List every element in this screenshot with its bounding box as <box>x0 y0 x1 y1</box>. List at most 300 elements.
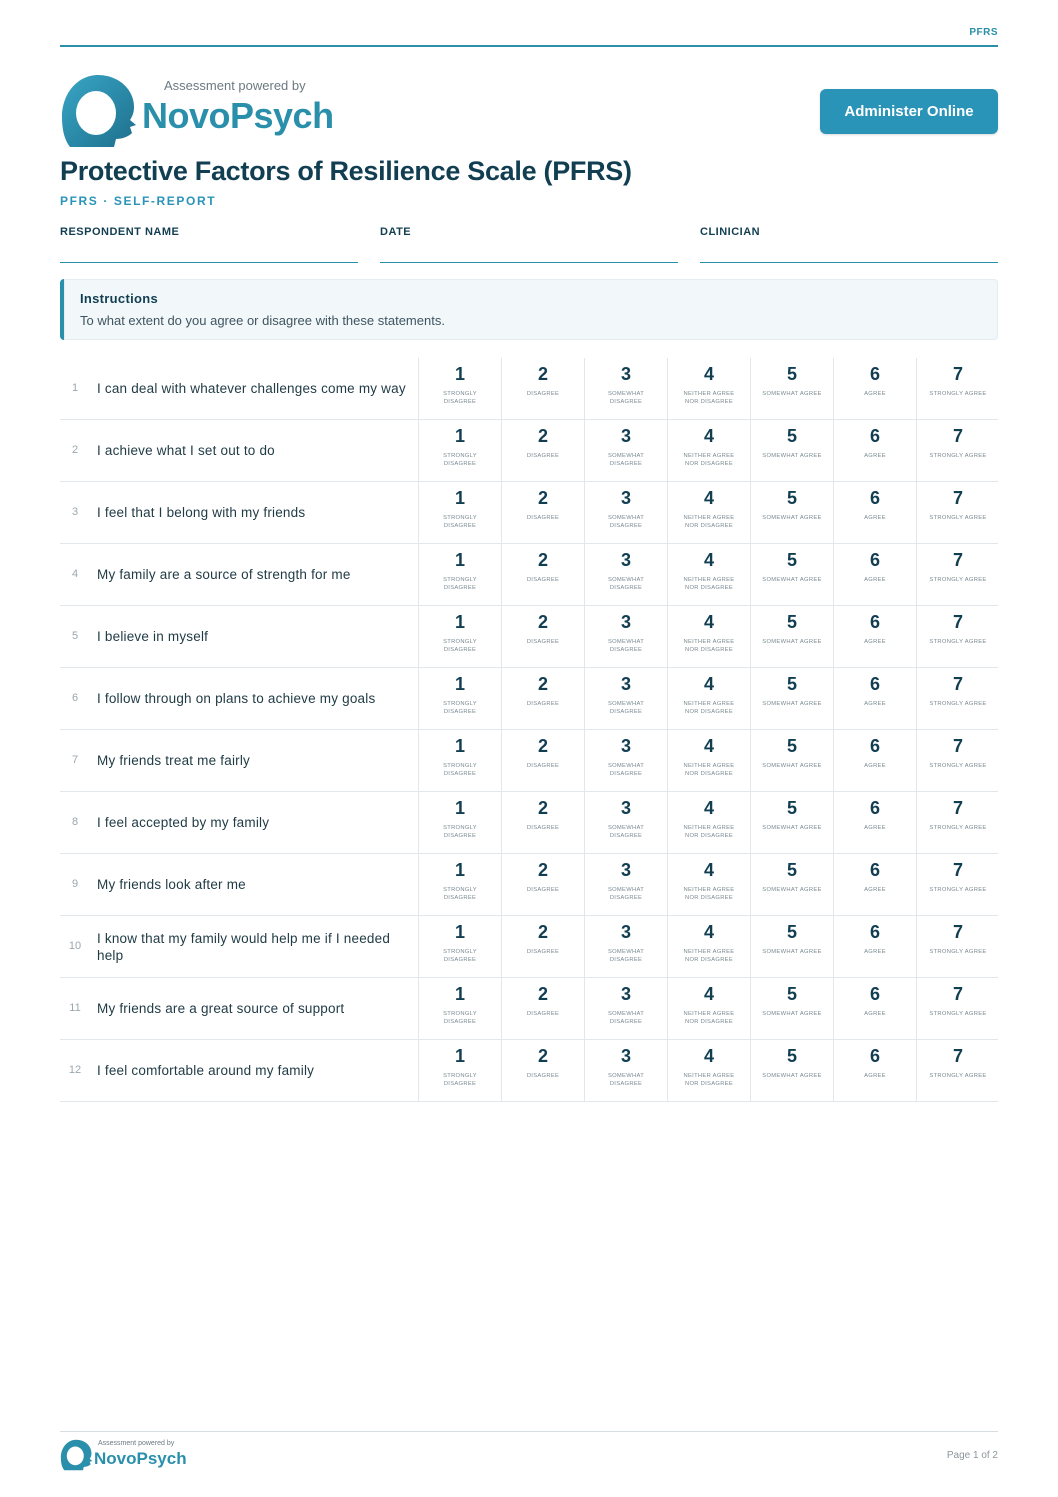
rating-value: 5 <box>786 922 797 942</box>
rating-label: SOMEWHAT AGREE <box>762 577 822 583</box>
rating-options <box>418 544 999 605</box>
rating-value: 2 <box>537 550 548 570</box>
rating-value: 4 <box>703 860 714 880</box>
item-statement: I believe in myself <box>97 629 209 644</box>
rating-option-1[interactable] <box>419 730 502 791</box>
rating-label: STRONGLY AGREE <box>929 515 987 521</box>
rating-option-3[interactable] <box>585 1040 668 1101</box>
rating-label: SOMEWHAT DISAGREE <box>607 391 645 405</box>
item-row <box>60 358 998 420</box>
rating-option-2[interactable] <box>502 482 585 543</box>
rating-option-5[interactable] <box>751 730 834 791</box>
respondent-name-label: RESPONDENT NAME <box>60 226 180 238</box>
rating-label: DISAGREE <box>526 949 560 955</box>
item-row <box>60 854 998 916</box>
rating-option-6[interactable] <box>834 358 917 419</box>
instructions-text: To what extent do you agree or disagree with these statements. <box>80 313 445 328</box>
rating-options <box>418 730 999 791</box>
rating-label: NEITHER AGREE NOR DISAGREE <box>683 1073 735 1087</box>
rating-option-1[interactable] <box>419 482 502 543</box>
rating-value: 4 <box>703 550 714 570</box>
rating-value: 5 <box>786 1046 797 1066</box>
rating-label: SOMEWHAT AGREE <box>762 391 822 397</box>
rating-option-1[interactable] <box>419 420 502 481</box>
rating-label: AGREE <box>864 949 886 955</box>
rating-option-7[interactable] <box>917 668 999 729</box>
rating-value: 1 <box>454 736 465 756</box>
rating-option-3[interactable] <box>585 730 668 791</box>
rating-option-7[interactable] <box>917 420 999 481</box>
item-number: 12 <box>68 1064 82 1076</box>
rating-label: SOMEWHAT AGREE <box>762 763 822 769</box>
item-statement: I feel comfortable around my family <box>97 1063 315 1078</box>
rating-value: 4 <box>703 674 714 694</box>
rating-option-6[interactable] <box>834 854 917 915</box>
rating-options <box>418 792 999 853</box>
rating-value: 4 <box>703 922 714 942</box>
head-logo-icon <box>60 73 140 149</box>
rating-value: 5 <box>786 736 797 756</box>
rating-value: 3 <box>620 364 631 384</box>
rating-option-1[interactable] <box>419 792 502 853</box>
item-statement: My friends look after me <box>97 877 246 892</box>
rating-value: 3 <box>620 736 631 756</box>
rating-value: 2 <box>537 612 548 632</box>
rating-value: 3 <box>620 488 631 508</box>
rating-value: 7 <box>952 798 963 818</box>
page <box>60 0 998 1497</box>
rating-option-7[interactable] <box>917 544 999 605</box>
rating-label: DISAGREE <box>526 515 560 521</box>
rating-option-6[interactable] <box>834 730 917 791</box>
rating-option-6[interactable] <box>834 420 917 481</box>
rating-option-1[interactable] <box>419 544 502 605</box>
item-number: 5 <box>71 630 79 642</box>
rating-label: SOMEWHAT DISAGREE <box>607 577 645 591</box>
item-number: 1 <box>71 382 79 394</box>
instructions-box <box>60 279 998 340</box>
items-list <box>60 358 998 1102</box>
item-statement: My friends treat me fairly <box>97 753 250 768</box>
rating-label: AGREE <box>864 887 886 893</box>
rating-label: NEITHER AGREE NOR DISAGREE <box>683 1011 735 1025</box>
rating-option-3[interactable] <box>585 916 668 977</box>
rating-label: SOMEWHAT AGREE <box>762 701 822 707</box>
rating-value: 6 <box>869 860 880 880</box>
rating-option-5[interactable] <box>751 978 834 1039</box>
rating-value: 4 <box>703 488 714 508</box>
rating-label: NEITHER AGREE NOR DISAGREE <box>683 577 735 591</box>
rating-value: 3 <box>620 612 631 632</box>
rating-label: DISAGREE <box>526 639 560 645</box>
rating-value: 1 <box>454 612 465 632</box>
footer-powered-by: Assessment powered by <box>98 1440 175 1447</box>
footer-head-logo-icon <box>60 1438 94 1472</box>
rating-options <box>418 1040 999 1101</box>
rating-value: 6 <box>869 550 880 570</box>
footer-brand: NovoPsych <box>94 1449 187 1468</box>
rating-option-2[interactable] <box>502 544 585 605</box>
item-number: 8 <box>71 816 79 828</box>
rating-value: 1 <box>454 984 465 1004</box>
item-row <box>60 668 998 730</box>
item-statement: My family are a source of strength for me <box>97 567 351 582</box>
rating-label: AGREE <box>864 515 886 521</box>
rating-option-2[interactable] <box>502 854 585 915</box>
rating-option-7[interactable] <box>917 916 999 977</box>
rating-label: STRONGLY AGREE <box>929 949 987 955</box>
rating-option-6[interactable] <box>834 1040 917 1101</box>
rating-option-4[interactable] <box>668 730 751 791</box>
rating-label: DISAGREE <box>526 391 560 397</box>
rating-value: 7 <box>952 736 963 756</box>
rating-value: 1 <box>454 922 465 942</box>
rating-value: 7 <box>952 364 963 384</box>
rating-value: 5 <box>786 674 797 694</box>
item-number: 10 <box>68 940 82 952</box>
rating-option-4[interactable] <box>668 1040 751 1101</box>
rating-value: 4 <box>703 364 714 384</box>
rating-value: 4 <box>703 426 714 446</box>
item-row <box>60 730 998 792</box>
rating-label: DISAGREE <box>526 887 560 893</box>
rating-value: 6 <box>869 426 880 446</box>
rating-label: STRONGLY AGREE <box>929 825 987 831</box>
rating-option-7[interactable] <box>917 482 999 543</box>
rating-label: SOMEWHAT DISAGREE <box>607 701 645 715</box>
rating-label: SOMEWHAT AGREE <box>762 639 822 645</box>
rating-option-5[interactable] <box>751 668 834 729</box>
rating-option-5[interactable] <box>751 482 834 543</box>
rating-option-7[interactable] <box>917 854 999 915</box>
item-number: 4 <box>71 568 79 580</box>
rating-option-5[interactable] <box>751 606 834 667</box>
rating-option-6[interactable] <box>834 606 917 667</box>
rating-value: 7 <box>952 860 963 880</box>
rating-label: DISAGREE <box>526 825 560 831</box>
rating-option-6[interactable] <box>834 482 917 543</box>
rating-option-4[interactable] <box>668 544 751 605</box>
rating-label: DISAGREE <box>526 1073 560 1079</box>
rating-label: STRONGLY DISAGREE <box>443 453 477 467</box>
rating-option-4[interactable] <box>668 358 751 419</box>
rating-option-6[interactable] <box>834 978 917 1039</box>
item-row <box>60 420 998 482</box>
rating-value: 1 <box>454 674 465 694</box>
rating-label: NEITHER AGREE NOR DISAGREE <box>683 453 735 467</box>
rating-value: 3 <box>620 922 631 942</box>
rating-option-5[interactable] <box>751 544 834 605</box>
rating-value: 1 <box>454 488 465 508</box>
rating-option-1[interactable] <box>419 606 502 667</box>
rating-option-2[interactable] <box>502 668 585 729</box>
footer <box>60 1431 998 1472</box>
rating-label: STRONGLY DISAGREE <box>443 391 477 405</box>
rating-option-2[interactable] <box>502 606 585 667</box>
rating-option-4[interactable] <box>668 482 751 543</box>
rating-label: AGREE <box>864 639 886 645</box>
rating-value: 6 <box>869 984 880 1004</box>
rating-value: 5 <box>786 612 797 632</box>
rating-option-7[interactable] <box>917 978 999 1039</box>
item-row <box>60 1040 998 1102</box>
rating-label: SOMEWHAT AGREE <box>762 1011 822 1017</box>
rating-value: 1 <box>454 550 465 570</box>
rating-options <box>418 668 999 729</box>
rating-option-1[interactable] <box>419 916 502 977</box>
footer-logo <box>60 1438 190 1472</box>
rating-label: SOMEWHAT DISAGREE <box>607 1011 645 1025</box>
rating-label: AGREE <box>864 1011 886 1017</box>
item-row <box>60 916 998 978</box>
rating-option-7[interactable] <box>917 606 999 667</box>
rating-option-5[interactable] <box>751 916 834 977</box>
rating-label: SOMEWHAT AGREE <box>762 825 822 831</box>
rating-label: STRONGLY AGREE <box>929 453 987 459</box>
rating-label: SOMEWHAT DISAGREE <box>607 887 645 901</box>
rating-label: STRONGLY DISAGREE <box>443 1011 477 1025</box>
rating-options <box>418 978 999 1039</box>
rating-option-1[interactable] <box>419 854 502 915</box>
rating-label: SOMEWHAT DISAGREE <box>607 453 645 467</box>
rating-label: AGREE <box>864 763 886 769</box>
rating-option-4[interactable] <box>668 420 751 481</box>
rating-value: 4 <box>703 736 714 756</box>
rating-options <box>418 606 999 667</box>
rating-value: 5 <box>786 860 797 880</box>
rating-value: 7 <box>952 984 963 1004</box>
item-row <box>60 606 998 668</box>
administer-online-button[interactable]: Administer Online <box>820 89 998 134</box>
rating-value: 4 <box>703 612 714 632</box>
rating-label: DISAGREE <box>526 1011 560 1017</box>
item-row <box>60 482 998 544</box>
rating-value: 4 <box>703 798 714 818</box>
rating-option-3[interactable] <box>585 606 668 667</box>
rating-value: 7 <box>952 550 963 570</box>
rating-value: 6 <box>869 736 880 756</box>
rating-value: 4 <box>703 984 714 1004</box>
rating-value: 4 <box>703 1046 714 1066</box>
rating-label: SOMEWHAT DISAGREE <box>607 825 645 839</box>
rating-option-5[interactable] <box>751 358 834 419</box>
item-row <box>60 544 998 606</box>
item-number: 2 <box>71 444 79 456</box>
rating-option-5[interactable] <box>751 854 834 915</box>
rating-value: 3 <box>620 860 631 880</box>
rating-option-7[interactable] <box>917 730 999 791</box>
rating-label: STRONGLY AGREE <box>929 391 987 397</box>
rating-value: 3 <box>620 798 631 818</box>
rating-label: AGREE <box>864 453 886 459</box>
rating-value: 6 <box>869 488 880 508</box>
rating-value: 3 <box>620 550 631 570</box>
rating-value: 2 <box>537 674 548 694</box>
rating-label: AGREE <box>864 391 886 397</box>
rating-value: 6 <box>869 612 880 632</box>
rating-value: 7 <box>952 1046 963 1066</box>
item-number: 9 <box>71 878 79 890</box>
rating-option-2[interactable] <box>502 792 585 853</box>
rating-label: STRONGLY DISAGREE <box>443 701 477 715</box>
rating-value: 3 <box>620 1046 631 1066</box>
item-statement: I feel accepted by my family <box>97 815 270 830</box>
rating-value: 2 <box>537 736 548 756</box>
rating-label: NEITHER AGREE NOR DISAGREE <box>683 949 735 963</box>
rating-label: STRONGLY AGREE <box>929 639 987 645</box>
rating-value: 3 <box>620 674 631 694</box>
item-row <box>60 978 998 1040</box>
clinician-field[interactable] <box>700 226 998 263</box>
rating-label: STRONGLY DISAGREE <box>443 825 477 839</box>
rating-option-7[interactable] <box>917 358 999 419</box>
rating-value: 7 <box>952 922 963 942</box>
item-statement: I follow through on plans to achieve my goals <box>97 691 376 706</box>
rating-value: 5 <box>786 488 797 508</box>
rating-option-3[interactable] <box>585 668 668 729</box>
rating-value: 7 <box>952 488 963 508</box>
rating-value: 1 <box>454 1046 465 1066</box>
rating-label: STRONGLY DISAGREE <box>443 887 477 901</box>
rating-label: SOMEWHAT AGREE <box>762 453 822 459</box>
rating-options <box>418 482 999 543</box>
rating-value: 2 <box>537 488 548 508</box>
rating-option-3[interactable] <box>585 978 668 1039</box>
rating-label: AGREE <box>864 577 886 583</box>
rating-label: AGREE <box>864 701 886 707</box>
top-bar <box>60 27 998 47</box>
rating-option-2[interactable] <box>502 978 585 1039</box>
item-number: 7 <box>71 754 79 766</box>
rating-option-4[interactable] <box>668 916 751 977</box>
rating-value: 1 <box>454 426 465 446</box>
rating-option-3[interactable] <box>585 358 668 419</box>
rating-option-3[interactable] <box>585 482 668 543</box>
rating-option-7[interactable] <box>917 1040 999 1101</box>
rating-value: 7 <box>952 426 963 446</box>
rating-option-4[interactable] <box>668 792 751 853</box>
rating-label: STRONGLY AGREE <box>929 577 987 583</box>
date-field[interactable] <box>380 226 678 263</box>
rating-label: SOMEWHAT DISAGREE <box>607 639 645 653</box>
rating-value: 7 <box>952 612 963 632</box>
rating-option-2[interactable] <box>502 1040 585 1101</box>
rating-label: STRONGLY DISAGREE <box>443 949 477 963</box>
rating-label: NEITHER AGREE NOR DISAGREE <box>683 825 735 839</box>
instructions-title: Instructions <box>80 291 158 306</box>
rating-option-1[interactable] <box>419 1040 502 1101</box>
rating-label: SOMEWHAT DISAGREE <box>607 949 645 963</box>
rating-label: NEITHER AGREE NOR DISAGREE <box>683 763 735 777</box>
powered-by-text: Assessment powered by <box>164 78 306 93</box>
page-title: Protective Factors of Resilience Scale (PFRS) <box>60 156 632 186</box>
rating-option-3[interactable] <box>585 854 668 915</box>
form-code: PFRS <box>969 27 998 38</box>
rating-label: STRONGLY DISAGREE <box>443 639 477 653</box>
rating-option-1[interactable] <box>419 358 502 419</box>
clinician-label: CLINICIAN <box>700 226 761 238</box>
rating-option-4[interactable] <box>668 978 751 1039</box>
rating-label: STRONGLY AGREE <box>929 701 987 707</box>
rating-label: STRONGLY DISAGREE <box>443 577 477 591</box>
respondent-name-field[interactable] <box>60 226 358 263</box>
rating-label: DISAGREE <box>526 577 560 583</box>
rating-value: 5 <box>786 550 797 570</box>
rating-option-2[interactable] <box>502 916 585 977</box>
item-row <box>60 792 998 854</box>
rating-option-2[interactable] <box>502 358 585 419</box>
rating-option-4[interactable] <box>668 668 751 729</box>
rating-options <box>418 854 999 915</box>
rating-option-3[interactable] <box>585 544 668 605</box>
rating-label: STRONGLY DISAGREE <box>443 763 477 777</box>
rating-label: SOMEWHAT AGREE <box>762 887 822 893</box>
rating-option-6[interactable] <box>834 544 917 605</box>
rating-label: STRONGLY AGREE <box>929 763 987 769</box>
rating-value: 3 <box>620 426 631 446</box>
rating-option-3[interactable] <box>585 792 668 853</box>
rating-value: 5 <box>786 984 797 1004</box>
rating-option-6[interactable] <box>834 668 917 729</box>
rating-option-6[interactable] <box>834 916 917 977</box>
rating-value: 5 <box>786 426 797 446</box>
rating-option-3[interactable] <box>585 420 668 481</box>
rating-option-2[interactable] <box>502 730 585 791</box>
rating-value: 6 <box>869 922 880 942</box>
rating-options <box>418 916 999 977</box>
rating-option-5[interactable] <box>751 420 834 481</box>
rating-option-2[interactable] <box>502 420 585 481</box>
rating-label: AGREE <box>864 825 886 831</box>
rating-option-4[interactable] <box>668 854 751 915</box>
novopsych-logo <box>60 73 350 149</box>
rating-label: SOMEWHAT DISAGREE <box>607 763 645 777</box>
rating-value: 2 <box>537 426 548 446</box>
rating-option-4[interactable] <box>668 606 751 667</box>
rating-value: 5 <box>786 798 797 818</box>
rating-value: 3 <box>620 984 631 1004</box>
rating-label: SOMEWHAT DISAGREE <box>607 1073 645 1087</box>
rating-option-6[interactable] <box>834 792 917 853</box>
item-statement: I know that my family would help me if I needed help <box>97 930 391 963</box>
rating-option-5[interactable] <box>751 792 834 853</box>
rating-option-1[interactable] <box>419 668 502 729</box>
rating-label: STRONGLY DISAGREE <box>443 1073 477 1087</box>
rating-label: SOMEWHAT DISAGREE <box>607 515 645 529</box>
rating-label: STRONGLY DISAGREE <box>443 515 477 529</box>
item-number: 3 <box>71 506 79 518</box>
rating-label: NEITHER AGREE NOR DISAGREE <box>683 887 735 901</box>
item-number: 6 <box>71 692 79 704</box>
rating-options <box>418 420 999 481</box>
rating-value: 5 <box>786 364 797 384</box>
rating-label: SOMEWHAT AGREE <box>762 1073 822 1079</box>
page-number: Page 1 of 2 <box>946 1450 998 1461</box>
rating-value: 2 <box>537 984 548 1004</box>
rating-value: 2 <box>537 860 548 880</box>
brand-name: NovoPsych <box>142 95 334 136</box>
rating-label: NEITHER AGREE NOR DISAGREE <box>683 639 735 653</box>
rating-option-1[interactable] <box>419 978 502 1039</box>
rating-value: 6 <box>869 364 880 384</box>
item-statement: My friends are a great source of support <box>97 1001 345 1016</box>
rating-label: STRONGLY AGREE <box>929 1011 987 1017</box>
rating-label: NEITHER AGREE NOR DISAGREE <box>683 701 735 715</box>
rating-label: NEITHER AGREE NOR DISAGREE <box>683 515 735 529</box>
rating-option-7[interactable] <box>917 792 999 853</box>
rating-label: SOMEWHAT AGREE <box>762 515 822 521</box>
rating-option-5[interactable] <box>751 1040 834 1101</box>
